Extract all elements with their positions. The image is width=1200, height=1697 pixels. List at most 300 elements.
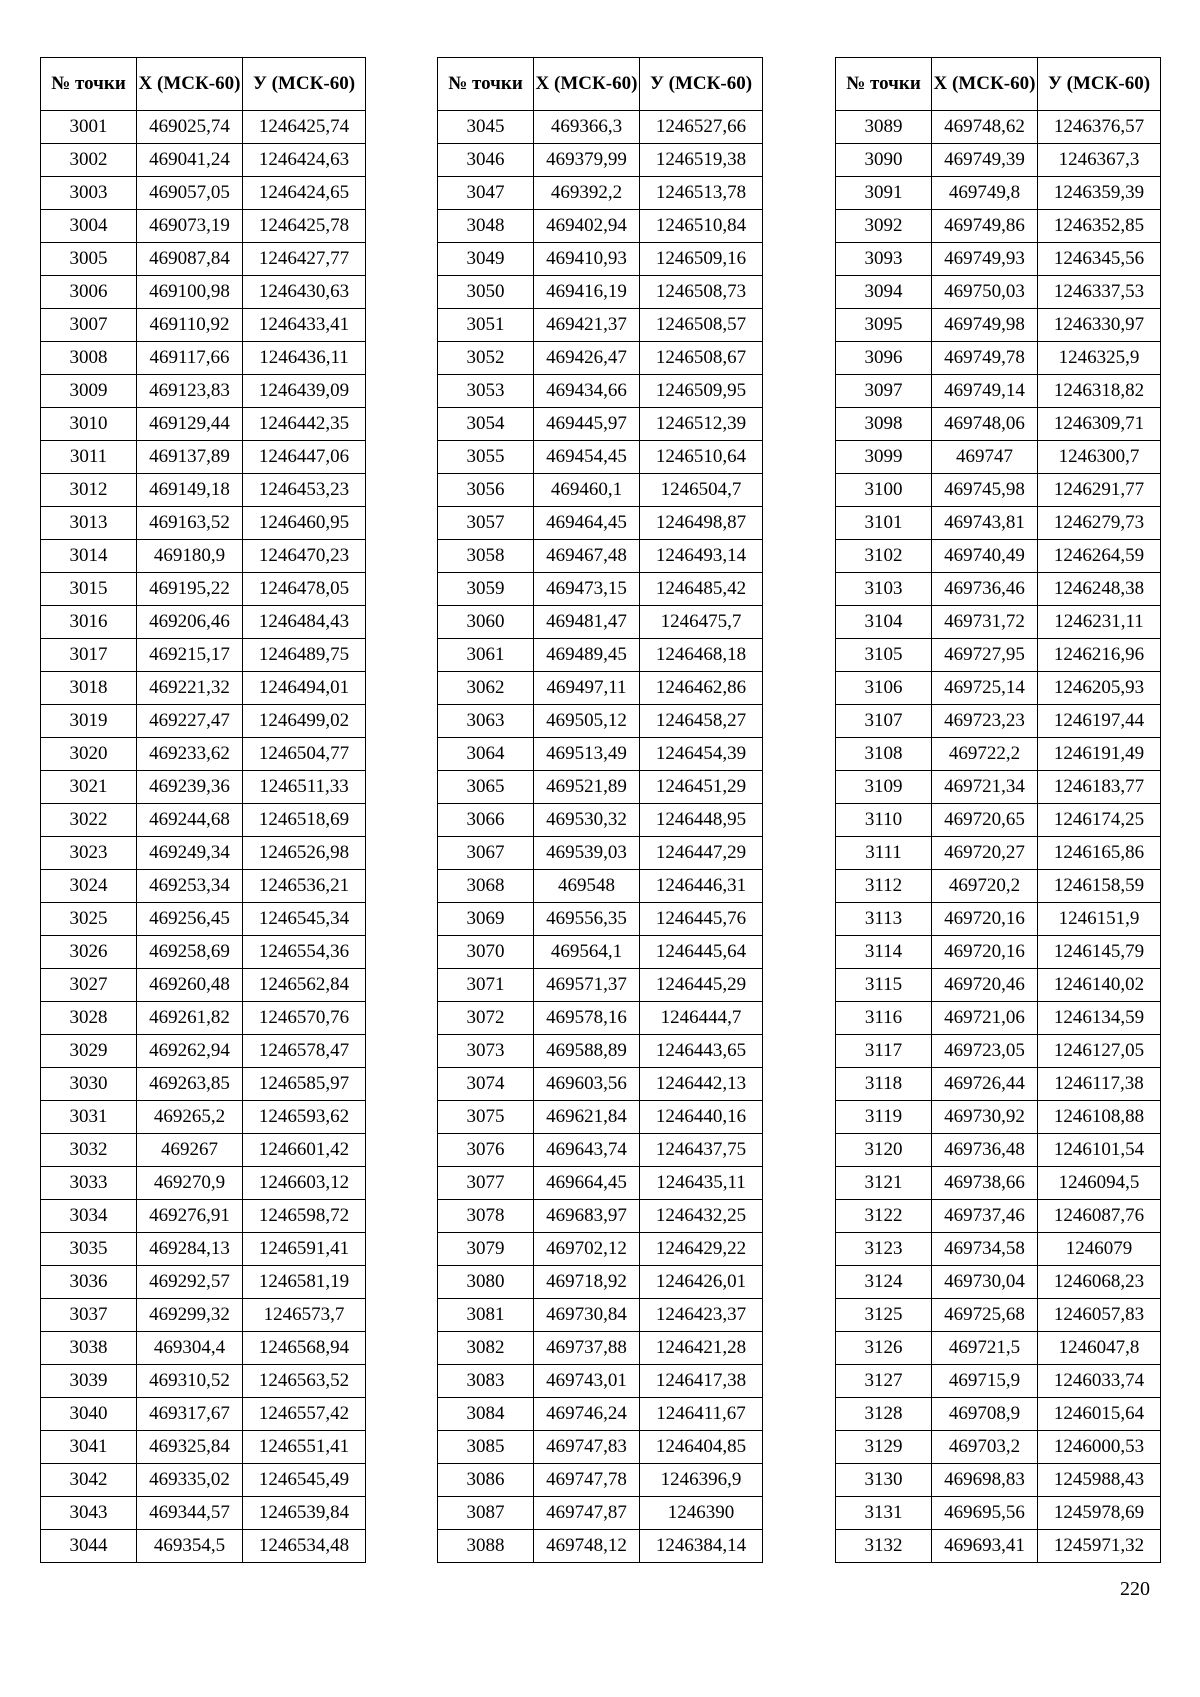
point-number-cell: 3114: [836, 936, 932, 969]
y-coordinate-cell: 1246437,75: [640, 1134, 763, 1167]
x-coordinate-cell: 469578,16: [534, 1002, 640, 1035]
y-coordinate-cell: 1246593,62: [243, 1101, 366, 1134]
x-coordinate-cell: 469100,98: [137, 276, 243, 309]
table-row: [438, 870, 763, 903]
coordinates-table-2: [437, 57, 763, 1563]
y-coordinate-cell: 1246470,23: [243, 540, 366, 573]
y-coordinate-cell: 1246425,74: [243, 111, 366, 144]
table-row: [438, 1431, 763, 1464]
y-coordinate-cell: 1246444,7: [640, 1002, 763, 1035]
x-coordinate-cell: 469117,66: [137, 342, 243, 375]
x-coordinate-cell: 469454,45: [534, 441, 640, 474]
x-coordinate-cell: 469310,52: [137, 1365, 243, 1398]
point-number-cell: 3052: [438, 342, 534, 375]
x-coordinate-cell: 469137,89: [137, 441, 243, 474]
point-number-cell: 3096: [836, 342, 932, 375]
point-number-cell: 3075: [438, 1101, 534, 1134]
x-coordinate-cell: 469263,85: [137, 1068, 243, 1101]
y-coordinate-cell: 1246057,83: [1038, 1299, 1161, 1332]
header-row: [836, 58, 1161, 111]
point-number-cell: 3020: [41, 738, 137, 771]
table-row: [438, 738, 763, 771]
table-row: [438, 672, 763, 705]
x-coordinate-cell: 469215,17: [137, 639, 243, 672]
x-coordinate-cell: 469233,62: [137, 738, 243, 771]
point-number-cell: 3106: [836, 672, 932, 705]
point-number-cell: 3073: [438, 1035, 534, 1068]
point-number-cell: 3110: [836, 804, 932, 837]
point-number-cell: 3115: [836, 969, 932, 1002]
y-coordinate-cell: 1246411,67: [640, 1398, 763, 1431]
table-row: [836, 870, 1161, 903]
table-row: [438, 606, 763, 639]
x-coordinate-cell: 469736,46: [932, 573, 1038, 606]
point-number-cell: 3057: [438, 507, 534, 540]
y-coordinate-cell: 1246443,65: [640, 1035, 763, 1068]
table-row: [438, 573, 763, 606]
point-number-cell: 3067: [438, 837, 534, 870]
point-number-cell: 3112: [836, 870, 932, 903]
x-coordinate-cell: 469057,05: [137, 177, 243, 210]
table-row: [438, 804, 763, 837]
y-coordinate-cell: 1246423,37: [640, 1299, 763, 1332]
y-coordinate-cell: 1246545,49: [243, 1464, 366, 1497]
table-row: [438, 1530, 763, 1563]
point-number-cell: 3093: [836, 243, 932, 276]
table-row: [836, 1035, 1161, 1068]
table-row: [41, 375, 366, 408]
point-number-cell: 3018: [41, 672, 137, 705]
x-coordinate-cell: 469244,68: [137, 804, 243, 837]
table-row: [836, 441, 1161, 474]
point-number-cell: 3053: [438, 375, 534, 408]
y-coordinate-cell: 1246451,29: [640, 771, 763, 804]
x-coordinate-cell: 469556,35: [534, 903, 640, 936]
x-coordinate-cell: 469746,24: [534, 1398, 640, 1431]
point-number-cell: 3090: [836, 144, 932, 177]
y-coordinate-cell: 1246330,97: [1038, 309, 1161, 342]
y-coordinate-cell: 1246424,63: [243, 144, 366, 177]
x-coordinate-cell: 469718,92: [534, 1266, 640, 1299]
point-number-cell: 3116: [836, 1002, 932, 1035]
y-coordinate-cell: 1246445,76: [640, 903, 763, 936]
point-number-cell: 3013: [41, 507, 137, 540]
y-coordinate-cell: 1246504,7: [640, 474, 763, 507]
x-coordinate-cell: 469344,57: [137, 1497, 243, 1530]
y-coordinate-cell: 1246134,59: [1038, 1002, 1161, 1035]
y-coordinate-cell: 1246376,57: [1038, 111, 1161, 144]
point-number-cell: 3125: [836, 1299, 932, 1332]
y-coordinate-cell: 1246519,38: [640, 144, 763, 177]
y-coordinate-cell: 1246359,39: [1038, 177, 1161, 210]
y-coordinate-cell: 1246458,27: [640, 705, 763, 738]
table-row: [438, 639, 763, 672]
y-coordinate-cell: 1246475,7: [640, 606, 763, 639]
point-number-cell: 3019: [41, 705, 137, 738]
y-coordinate-cell: 1246337,53: [1038, 276, 1161, 309]
y-coordinate-cell: 1246000,53: [1038, 1431, 1161, 1464]
point-number-cell: 3040: [41, 1398, 137, 1431]
y-coordinate-cell: 1246264,59: [1038, 540, 1161, 573]
y-coordinate-cell: 1246462,86: [640, 672, 763, 705]
table-row: [41, 1167, 366, 1200]
x-coordinate-cell: 469723,23: [932, 705, 1038, 738]
y-coordinate-cell: 1246447,06: [243, 441, 366, 474]
table-row: [438, 177, 763, 210]
point-number-cell: 3041: [41, 1431, 137, 1464]
x-coordinate-cell: 469749,98: [932, 309, 1038, 342]
y-coordinate-cell: 1246345,56: [1038, 243, 1161, 276]
table-row: [836, 1299, 1161, 1332]
y-coordinate-cell: 1246601,42: [243, 1134, 366, 1167]
y-coordinate-cell: 1246158,59: [1038, 870, 1161, 903]
point-number-cell: 3031: [41, 1101, 137, 1134]
y-coordinate-cell: 1246427,77: [243, 243, 366, 276]
point-number-cell: 3047: [438, 177, 534, 210]
x-coordinate-cell: 469110,92: [137, 309, 243, 342]
table-row: [41, 342, 366, 375]
point-number-cell: 3094: [836, 276, 932, 309]
point-number-cell: 3014: [41, 540, 137, 573]
x-coordinate-cell: 469745,98: [932, 474, 1038, 507]
x-coordinate-cell: 469749,8: [932, 177, 1038, 210]
y-coordinate-cell: 1246562,84: [243, 969, 366, 1002]
x-coordinate-cell: 469747: [932, 441, 1038, 474]
y-coordinate-cell: 1246318,82: [1038, 375, 1161, 408]
table-row: [836, 177, 1161, 210]
table-row: [438, 705, 763, 738]
point-number-cell: 3117: [836, 1035, 932, 1068]
point-number-cell: 3035: [41, 1233, 137, 1266]
point-number-cell: 3085: [438, 1431, 534, 1464]
y-coordinate-cell: 1246545,34: [243, 903, 366, 936]
table-row: [41, 441, 366, 474]
point-number-cell: 3030: [41, 1068, 137, 1101]
x-coordinate-cell: 469325,84: [137, 1431, 243, 1464]
y-coordinate-cell: 1246352,85: [1038, 210, 1161, 243]
table-row: [438, 1464, 763, 1497]
table-row: [836, 408, 1161, 441]
y-coordinate-cell: 1246442,35: [243, 408, 366, 441]
y-coordinate-cell: 1246165,86: [1038, 837, 1161, 870]
y-coordinate-cell: 1246460,95: [243, 507, 366, 540]
x-coordinate-cell: 469317,67: [137, 1398, 243, 1431]
y-coordinate-cell: 1246127,05: [1038, 1035, 1161, 1068]
x-coordinate-cell: 469720,27: [932, 837, 1038, 870]
y-coordinate-header: У (МСК-60): [1038, 58, 1161, 111]
point-number-header: № точки: [836, 58, 932, 111]
point-number-cell: 3091: [836, 177, 932, 210]
y-coordinate-cell: 1246568,94: [243, 1332, 366, 1365]
point-number-cell: 3132: [836, 1530, 932, 1563]
y-coordinate-cell: 1246504,77: [243, 738, 366, 771]
point-number-cell: 3048: [438, 210, 534, 243]
y-coordinate-cell: 1246448,95: [640, 804, 763, 837]
y-coordinate-cell: 1246087,76: [1038, 1200, 1161, 1233]
point-number-cell: 3017: [41, 639, 137, 672]
table-row: [836, 1332, 1161, 1365]
point-number-cell: 3015: [41, 573, 137, 606]
x-coordinate-cell: 469743,01: [534, 1365, 640, 1398]
y-coordinate-cell: 1246534,48: [243, 1530, 366, 1563]
y-coordinate-header: У (МСК-60): [243, 58, 366, 111]
y-coordinate-cell: 1246509,16: [640, 243, 763, 276]
table-row: [41, 1134, 366, 1167]
point-number-cell: 3092: [836, 210, 932, 243]
table-row: [836, 1431, 1161, 1464]
point-number-cell: 3002: [41, 144, 137, 177]
point-number-cell: 3046: [438, 144, 534, 177]
y-coordinate-cell: 1246300,7: [1038, 441, 1161, 474]
y-coordinate-cell: 1246509,95: [640, 375, 763, 408]
y-coordinate-cell: 1246442,13: [640, 1068, 763, 1101]
x-coordinate-cell: 469087,84: [137, 243, 243, 276]
point-number-cell: 3131: [836, 1497, 932, 1530]
table-row: [41, 1365, 366, 1398]
point-number-cell: 3061: [438, 639, 534, 672]
y-coordinate-cell: 1246390: [640, 1497, 763, 1530]
point-number-cell: 3080: [438, 1266, 534, 1299]
y-coordinate-cell: 1246603,12: [243, 1167, 366, 1200]
x-coordinate-cell: 469481,47: [534, 606, 640, 639]
x-coordinate-cell: 469748,62: [932, 111, 1038, 144]
y-coordinate-cell: 1245971,32: [1038, 1530, 1161, 1563]
table-row: [41, 474, 366, 507]
table-row: [438, 342, 763, 375]
point-number-cell: 3001: [41, 111, 137, 144]
table-row: [41, 1464, 366, 1497]
point-number-header: № точки: [41, 58, 137, 111]
point-number-cell: 3102: [836, 540, 932, 573]
table-row: [41, 1002, 366, 1035]
point-number-cell: 3065: [438, 771, 534, 804]
table-row: [438, 408, 763, 441]
y-coordinate-cell: 1246384,14: [640, 1530, 763, 1563]
point-number-cell: 3103: [836, 573, 932, 606]
y-coordinate-cell: 1246174,25: [1038, 804, 1161, 837]
table-row: [836, 936, 1161, 969]
point-number-cell: 3012: [41, 474, 137, 507]
x-coordinate-cell: 469737,46: [932, 1200, 1038, 1233]
y-coordinate-cell: 1246033,74: [1038, 1365, 1161, 1398]
x-coordinate-cell: 469270,9: [137, 1167, 243, 1200]
x-coordinate-cell: 469392,2: [534, 177, 640, 210]
table-row: [836, 1464, 1161, 1497]
x-coordinate-cell: 469489,45: [534, 639, 640, 672]
y-coordinate-cell: 1246424,65: [243, 177, 366, 210]
y-coordinate-cell: 1246435,11: [640, 1167, 763, 1200]
point-number-cell: 3029: [41, 1035, 137, 1068]
table-row: [836, 1068, 1161, 1101]
table-row: [41, 672, 366, 705]
x-coordinate-cell: 469664,45: [534, 1167, 640, 1200]
table-row: [41, 573, 366, 606]
table-row: [41, 1233, 366, 1266]
x-coordinate-cell: 469421,37: [534, 309, 640, 342]
y-coordinate-cell: 1246367,3: [1038, 144, 1161, 177]
table-row: [836, 804, 1161, 837]
table-row: [836, 738, 1161, 771]
x-coordinate-cell: 469736,48: [932, 1134, 1038, 1167]
point-number-cell: 3027: [41, 969, 137, 1002]
x-coordinate-cell: 469473,15: [534, 573, 640, 606]
y-coordinate-cell: 1246015,64: [1038, 1398, 1161, 1431]
y-coordinate-cell: 1246426,01: [640, 1266, 763, 1299]
y-coordinate-cell: 1246145,79: [1038, 936, 1161, 969]
x-coordinate-cell: 469262,94: [137, 1035, 243, 1068]
table-row: [438, 1134, 763, 1167]
point-number-cell: 3021: [41, 771, 137, 804]
table-row: [41, 1431, 366, 1464]
x-coordinate-cell: 469195,22: [137, 573, 243, 606]
point-number-cell: 3032: [41, 1134, 137, 1167]
point-number-cell: 3076: [438, 1134, 534, 1167]
table-row: [41, 705, 366, 738]
table-row: [836, 903, 1161, 936]
y-coordinate-cell: 1246551,41: [243, 1431, 366, 1464]
point-number-cell: 3059: [438, 573, 534, 606]
y-coordinate-cell: 1246191,49: [1038, 738, 1161, 771]
point-number-cell: 3113: [836, 903, 932, 936]
x-coordinate-cell: 469416,19: [534, 276, 640, 309]
y-coordinate-cell: 1246433,41: [243, 309, 366, 342]
y-coordinate-cell: 1246454,39: [640, 738, 763, 771]
table-row: [41, 243, 366, 276]
table-row: [41, 1068, 366, 1101]
x-coordinate-cell: 469603,56: [534, 1068, 640, 1101]
table-row: [438, 441, 763, 474]
point-number-cell: 3062: [438, 672, 534, 705]
x-coordinate-cell: 469379,99: [534, 144, 640, 177]
y-coordinate-cell: 1246453,23: [243, 474, 366, 507]
x-coordinate-cell: 469464,45: [534, 507, 640, 540]
y-coordinate-cell: 1246197,44: [1038, 705, 1161, 738]
table-row: [836, 1365, 1161, 1398]
table-row: [41, 771, 366, 804]
point-number-cell: 3068: [438, 870, 534, 903]
table-row: [41, 1398, 366, 1431]
x-coordinate-cell: 469749,93: [932, 243, 1038, 276]
table-row: [438, 771, 763, 804]
y-coordinate-cell: 1246581,19: [243, 1266, 366, 1299]
x-coordinate-cell: 469123,83: [137, 375, 243, 408]
point-number-cell: 3060: [438, 606, 534, 639]
table-row: [836, 1497, 1161, 1530]
point-number-cell: 3037: [41, 1299, 137, 1332]
point-number-cell: 3104: [836, 606, 932, 639]
y-coordinate-cell: 1246425,78: [243, 210, 366, 243]
y-coordinate-cell: 1246489,75: [243, 639, 366, 672]
x-coordinate-cell: 469227,47: [137, 705, 243, 738]
point-number-cell: 3024: [41, 870, 137, 903]
table-row: [836, 375, 1161, 408]
x-coordinate-header: X (МСК-60): [932, 58, 1038, 111]
x-coordinate-cell: 469747,83: [534, 1431, 640, 1464]
y-coordinate-cell: 1246513,78: [640, 177, 763, 210]
table-row: [41, 507, 366, 540]
table-row: [41, 540, 366, 573]
x-coordinate-cell: 469725,68: [932, 1299, 1038, 1332]
point-number-cell: 3122: [836, 1200, 932, 1233]
point-number-cell: 3118: [836, 1068, 932, 1101]
x-coordinate-cell: 469434,66: [534, 375, 640, 408]
x-coordinate-cell: 469720,2: [932, 870, 1038, 903]
point-number-cell: 3023: [41, 837, 137, 870]
y-coordinate-cell: 1246468,18: [640, 639, 763, 672]
table-row: [41, 837, 366, 870]
table-row: [836, 705, 1161, 738]
x-coordinate-cell: 469750,03: [932, 276, 1038, 309]
point-number-cell: 3005: [41, 243, 137, 276]
point-number-cell: 3009: [41, 375, 137, 408]
table-row: [41, 969, 366, 1002]
point-number-cell: 3010: [41, 408, 137, 441]
point-number-cell: 3050: [438, 276, 534, 309]
y-coordinate-cell: 1246494,01: [243, 672, 366, 705]
table-row: [41, 1101, 366, 1134]
y-coordinate-cell: 1246536,21: [243, 870, 366, 903]
x-coordinate-header: X (МСК-60): [534, 58, 640, 111]
point-number-cell: 3003: [41, 177, 137, 210]
y-coordinate-cell: 1246101,54: [1038, 1134, 1161, 1167]
y-coordinate-cell: 1246499,02: [243, 705, 366, 738]
point-number-cell: 3100: [836, 474, 932, 507]
table-row: [438, 1233, 763, 1266]
table-row: [41, 210, 366, 243]
point-number-cell: 3022: [41, 804, 137, 837]
y-coordinate-cell: 1246512,39: [640, 408, 763, 441]
x-coordinate-cell: 469025,74: [137, 111, 243, 144]
y-coordinate-cell: 1246068,23: [1038, 1266, 1161, 1299]
table-row: [438, 1266, 763, 1299]
x-coordinate-cell: 469521,89: [534, 771, 640, 804]
table-row: [836, 573, 1161, 606]
table-row: [438, 1365, 763, 1398]
table-row: [836, 639, 1161, 672]
point-number-cell: 3016: [41, 606, 137, 639]
table-row: [836, 111, 1161, 144]
table-row: [41, 276, 366, 309]
x-coordinate-cell: 469730,92: [932, 1101, 1038, 1134]
y-coordinate-cell: 1246216,96: [1038, 639, 1161, 672]
table-row: [438, 507, 763, 540]
point-number-cell: 3025: [41, 903, 137, 936]
x-coordinate-cell: 469749,78: [932, 342, 1038, 375]
table-row: [41, 639, 366, 672]
x-coordinate-cell: 469738,66: [932, 1167, 1038, 1200]
y-coordinate-cell: 1246396,9: [640, 1464, 763, 1497]
x-coordinate-cell: 469588,89: [534, 1035, 640, 1068]
x-coordinate-cell: 469621,84: [534, 1101, 640, 1134]
y-coordinate-cell: 1246309,71: [1038, 408, 1161, 441]
x-coordinate-cell: 469725,14: [932, 672, 1038, 705]
point-number-cell: 3063: [438, 705, 534, 738]
point-number-cell: 3120: [836, 1134, 932, 1167]
x-coordinate-cell: 469073,19: [137, 210, 243, 243]
table-row: [41, 804, 366, 837]
point-number-cell: 3054: [438, 408, 534, 441]
x-coordinate-cell: 469740,49: [932, 540, 1038, 573]
y-coordinate-cell: 1246417,38: [640, 1365, 763, 1398]
point-number-cell: 3039: [41, 1365, 137, 1398]
y-coordinate-cell: 1246432,25: [640, 1200, 763, 1233]
x-coordinate-cell: 469530,32: [534, 804, 640, 837]
point-number-cell: 3066: [438, 804, 534, 837]
y-coordinate-cell: 1246508,73: [640, 276, 763, 309]
table-row: [438, 276, 763, 309]
point-number-cell: 3069: [438, 903, 534, 936]
table-row: [836, 276, 1161, 309]
